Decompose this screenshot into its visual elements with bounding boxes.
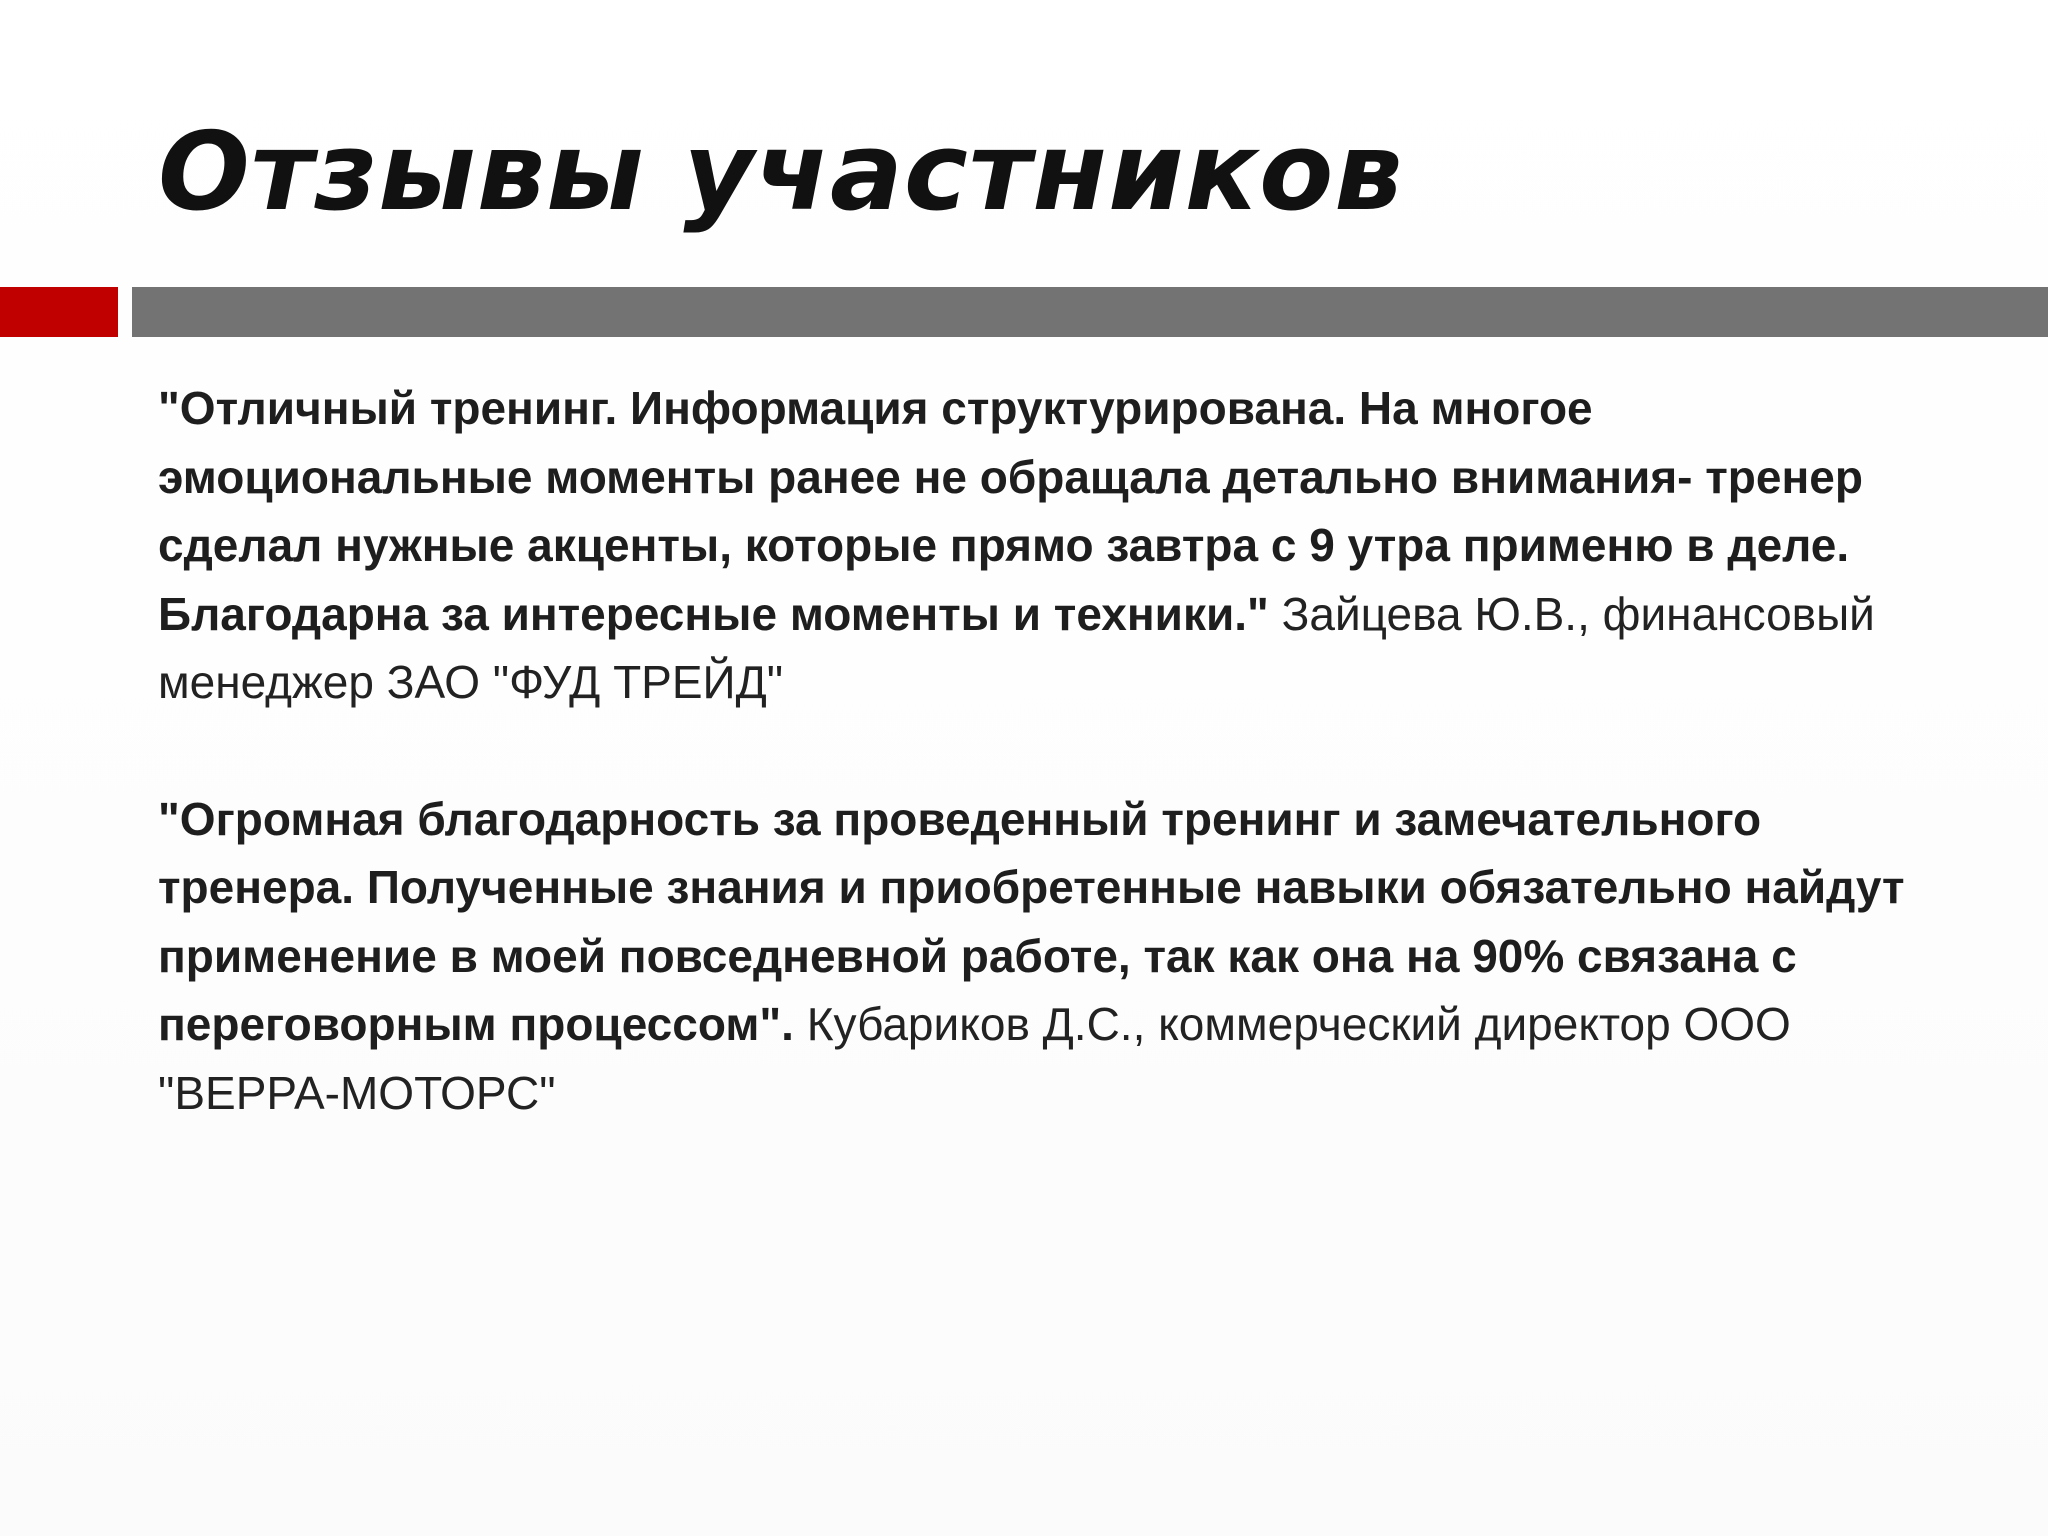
accent-bar-red <box>0 287 118 337</box>
reviews-list <box>158 374 1918 1127</box>
review-author: Кубариков Д.С., коммерческий директор ООО "ВЕРРА-МОТОРС" <box>158 998 1791 1119</box>
review-quote: "Отличный тренинг. Информация структурирована. На многое эмоциональные моменты ранее не обращала детально внимания- тренер сделал нужные акценты, которые прямо завтра с 9 утра применю в деле. Благодарна за интересные моменты и техники." <box>158 382 1863 640</box>
slide-title: Отзывы участников <box>158 110 1404 235</box>
review-quote: "Огромная благодарность за проведенный тренинг и замечательного тренера. Полученные знания и приобретенные навыки обязательно найдут применение в моей повседневной работе, так как она на 90% связана с переговорным процессом". <box>158 792 1905 1050</box>
review-item <box>158 785 1918 1128</box>
review-item <box>158 374 1918 717</box>
divider-bar-grey <box>132 287 2048 337</box>
review-author: Зайцева Ю.В., финансовый менеджер ЗАО "ФУД ТРЕЙД" <box>158 587 1875 708</box>
